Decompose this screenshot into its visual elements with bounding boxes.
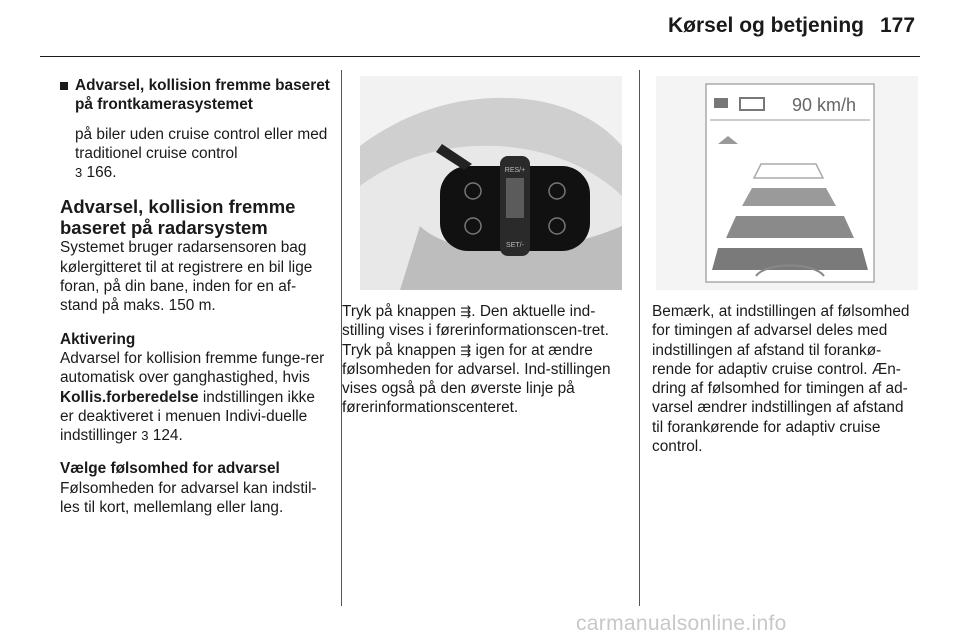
column-right [652, 302, 918, 456]
column-middle [342, 302, 624, 418]
follow-distance-icon: ⇶ [460, 342, 472, 358]
watermark: carmanualsonline.info [576, 612, 787, 635]
bullet-text [60, 125, 332, 183]
right-text: Bemærk, at indstillingen af følsomhed for timingen af advarsel deles med indstillingen af afstand til forankø-rende for adaptiv cruise control. Æn-dring af følsomhed for timingen af ad-varsel ændrer indstillingen af afstand til forankørende for adaptiv cruise control. [652, 303, 910, 456]
activation-text [60, 349, 332, 445]
activation-text-a: Advarsel for kollision fremme funge-rer automatisk over ganghastighed, hvis [60, 349, 325, 387]
column-left [60, 76, 332, 517]
activation-ref: 124. [152, 427, 183, 445]
bullet-text-body: på biler uden cruise control eller med traditionel cruise control [75, 125, 328, 162]
bullet-square-icon [60, 82, 68, 90]
header-rule [40, 56, 920, 57]
sensitivity-heading: Vælge følsomhed for advarsel [60, 460, 280, 478]
column-divider-2 [639, 70, 640, 606]
activation-bold: Kollis.forberedelse [60, 388, 199, 406]
section-heading: Advarsel, kollision fremme baseret på radarsystem [60, 196, 296, 239]
driver-info-display-figure [656, 76, 918, 290]
steering-wheel-figure [360, 76, 622, 290]
sensitivity-text: Følsomheden for advarsel kan indstil-les til kort, mellemlang eller lang. [60, 479, 317, 517]
activation-text-b: indstillingen ikke er deaktiveret i menuen Indivi-duelle indstillinger [60, 388, 315, 445]
middle-text-a: Tryk på knappen [342, 303, 457, 320]
set-button-label: SET/- [506, 242, 524, 249]
ref-arrow-icon: 3 [141, 428, 149, 444]
follow-distance-icon: ⇶ [460, 304, 472, 319]
bullet-item [60, 76, 332, 115]
activation-heading: Aktivering [60, 330, 136, 348]
bullet-ref: 166. [86, 164, 117, 182]
header-title: Kørsel og betjening [668, 14, 865, 37]
middle-text-c: igen for at ændre følsomheden for advarsel. Ind-stillingen vises også på den øverste linje på førerinformationscenteret. [342, 341, 611, 417]
page-number: 177 [880, 14, 916, 37]
middle-text [342, 302, 624, 418]
display-speed: 90 km/h [792, 95, 857, 115]
bullet-title: Advarsel, kollision fremme baseret på frontkamerasystemet [75, 77, 330, 114]
section-text: Systemet bruger radarsensoren bag kølergitteret til at registrere en bil lige foran, på din bane, inden for en af-stand på maks. 150 m. [60, 239, 313, 315]
middle-text-b: . Den aktuelle ind-stilling vises i førerinformationscen-tret. Tryk på knappen [342, 303, 609, 359]
vehicle-ahead-icon [714, 98, 728, 108]
ref-arrow-icon: 3 [75, 165, 83, 181]
res-button-label: RES/+ [504, 167, 526, 174]
